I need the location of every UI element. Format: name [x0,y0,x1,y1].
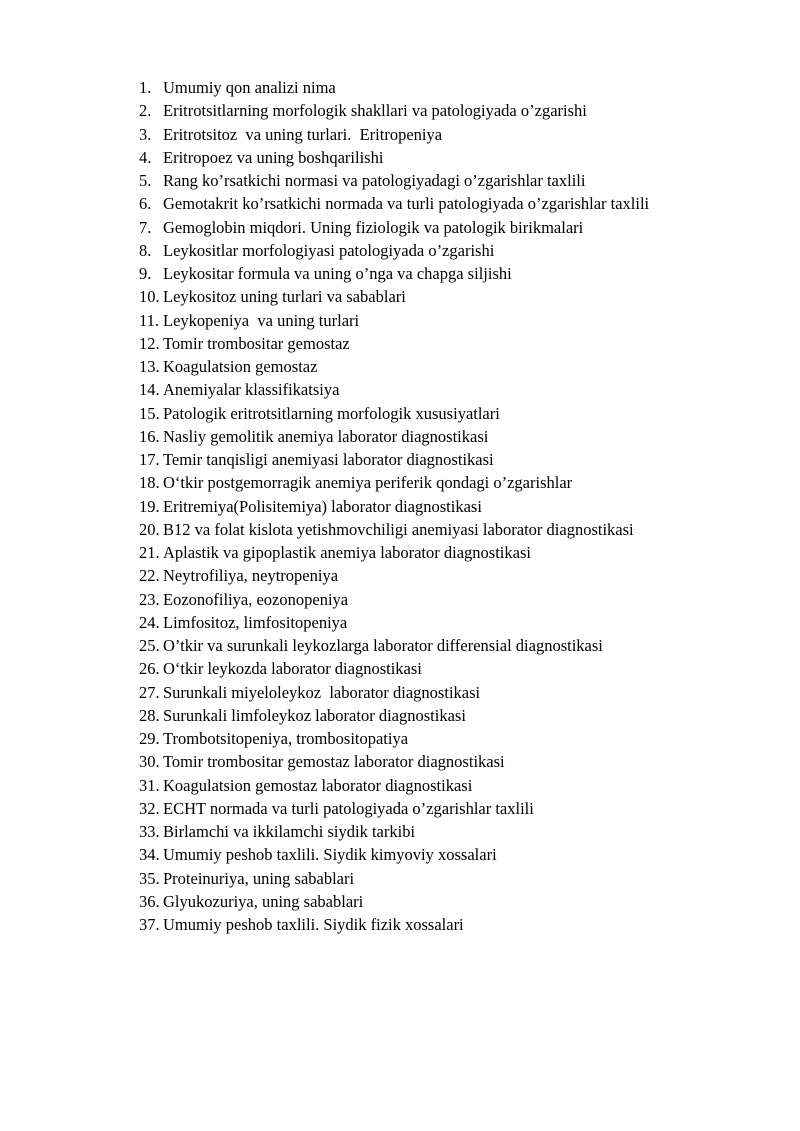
list-item-text: Aplastik va gipoplastik anemiya laborator diagnostikasi [163,543,531,562]
list-item-text: Neytrofiliya, neytropeniya [163,566,339,586]
list-item [139,123,649,146]
list-item [139,471,649,494]
list-item-text: Eozonofiliya, eozonopeniya [163,589,349,609]
list-item-text: Umumiy peshob taxlili. Siydik kimyoviy xossalari [163,845,497,865]
list-item-text: Umumiy qon analizi nima [163,78,336,97]
list-item-number: 16. [139,426,160,446]
list-item-text: Umumiy peshob taxlili. Siydik fizik xossalari [163,915,464,934]
list-item-text: Gemotakrit ko’rsatkichi normada va turli patologiyada o’zgarishlar taxlili [163,194,650,214]
list-item-text: Glyukozuriya, uning sabablari [163,891,364,911]
list-item-number: 34. [139,845,160,865]
list-item [139,146,649,169]
list-item-number: 10. [139,287,160,307]
list-item-text: Eritremiya(Polisitemiya) laborator diagnostikasi [163,496,482,516]
list-item-text: B12 va folat kislota yetishmovchiligi anemiyasi laborator diagnostikasi [163,519,634,539]
list-item [139,681,649,704]
list-item-number: 23. [139,589,160,609]
list-item [139,495,649,518]
list-item-number: 35. [139,868,160,888]
list-item-number: 36. [139,891,160,911]
list-item-text: Nasliy gemolitik anemiya laborator diagnostikasi [163,426,489,446]
list-item-text: Leykositoz uning turlari va sabablari [163,287,406,307]
list-item-number: 7. [139,217,152,237]
list-item [139,355,649,378]
list-item-text: Gemoglobin miqdori. Uning fiziologik va patologik birikmalari [163,217,584,237]
list-item-text: Surunkali miyeloleykoz laborator diagnostikasi [163,682,481,702]
list-item-number: 28. [139,705,160,725]
list-item-text: Eritropoez va uning boshqarilishi [163,147,384,167]
list-item-number: 17. [139,450,160,469]
list-item [139,216,649,239]
question-list [139,76,649,936]
list-item-text: Limfositoz, limfositopeniya [163,612,348,632]
list-item-number: 4. [139,147,152,167]
list-item-number: 22. [139,566,160,586]
list-item [139,588,649,611]
list-item-number: 6. [139,194,152,214]
list-item-number: 25. [139,636,160,655]
list-item-text: O‘tkir postgemorragik anemiya periferik qondagi o’zgarishlar [163,473,573,493]
list-item-number: 19. [139,496,160,516]
list-item [139,378,649,401]
list-item [139,518,649,541]
list-item [139,843,649,866]
list-item-text: Proteinuriya, uning sabablari [163,868,355,888]
list-item-text: Eritrotsitlarning morfologik shakllari va patologiyada o’zgarishi [163,101,587,121]
list-item-text: Patologik eritrotsitlarning morfologik xususiyatlari [163,403,500,423]
list-item [139,797,649,820]
list-item [139,309,649,332]
list-item-number: 37. [139,915,160,934]
list-item-text: Trombotsitopeniya, trombositopatiya [163,729,409,748]
list-item [139,564,649,587]
list-item-number: 29. [139,729,160,748]
list-item [139,913,649,936]
list-item-text: Leykositar formula va uning o’nga va chapga siljishi [163,264,512,283]
list-item [139,262,649,285]
list-item [139,285,649,308]
list-item-number: 31. [139,775,160,795]
list-item [139,611,649,634]
list-item-text: Tomir trombositar gemostaz laborator diagnostikasi [163,752,505,772]
list-item-number: 14. [139,380,160,400]
list-item-text: Rang ko’rsatkichi normasi va patologiyadagi o’zgarishlar taxlili [163,171,586,190]
list-item [139,448,649,471]
list-item-number: 24. [139,612,160,632]
list-item [139,890,649,913]
list-item [139,402,649,425]
list-item-number: 9. [139,264,152,283]
list-item-text: Anemiyalar klassifikatsiya [163,380,340,400]
list-item-number: 21. [139,543,160,562]
list-item-text: Temir tanqisligi anemiyasi laborator diagnostikasi [163,450,494,469]
list-item-text: Leykopeniya va uning turlari [163,310,360,330]
list-item-number: 13. [139,357,160,376]
list-item [139,867,649,890]
list-item [139,634,649,657]
list-item-number: 11. [139,310,160,330]
list-item-text: O‘tkir leykozda laborator diagnostikasi [163,659,422,679]
list-item-text: Tomir trombositar gemostaz [163,333,350,353]
list-item-text: Birlamchi va ikkilamchi siydik tarkibi [163,822,416,841]
list-item [139,192,649,215]
list-item-number: 33. [139,822,160,841]
list-item-number: 3. [139,124,152,144]
list-item-text: Eritrotsitoz va uning turlari. Eritropeniya [163,124,443,144]
list-item-text: Surunkali limfoleykoz laborator diagnostikasi [163,705,466,725]
list-item [139,750,649,773]
list-item-number: 27. [139,682,160,702]
list-item-number: 20. [139,519,160,539]
list-item-text: ECHT normada va turli patologiyada o’zgarishlar taxlili [163,798,534,818]
list-item [139,76,649,99]
list-item-number: 5. [139,171,152,190]
list-item [139,169,649,192]
list-item-text: Leykositlar morfologiyasi patologiyada o’zgarishi [163,240,495,260]
list-item-number: 15. [139,403,160,423]
list-item-number: 12. [139,333,160,353]
list-item-text: Koagulatsion gemostaz laborator diagnostikasi [163,775,473,795]
list-item-number: 8. [139,240,152,260]
list-item [139,657,649,680]
list-item [139,99,649,122]
list-item [139,774,649,797]
list-item-number: 18. [139,473,160,493]
list-item-text: O’tkir va surunkali leykozlarga laborator differensial diagnostikasi [163,636,603,655]
list-item [139,239,649,262]
list-item [139,332,649,355]
list-item-text: Koagulatsion gemostaz [163,357,318,376]
list-item-number: 26. [139,659,160,679]
list-item [139,704,649,727]
list-item-number: 30. [139,752,160,772]
list-item [139,541,649,564]
list-item [139,727,649,750]
list-item [139,425,649,448]
list-item-number: 2. [139,101,152,121]
list-item-number: 32. [139,798,160,818]
list-item-number: 1. [139,78,152,97]
list-item [139,820,649,843]
